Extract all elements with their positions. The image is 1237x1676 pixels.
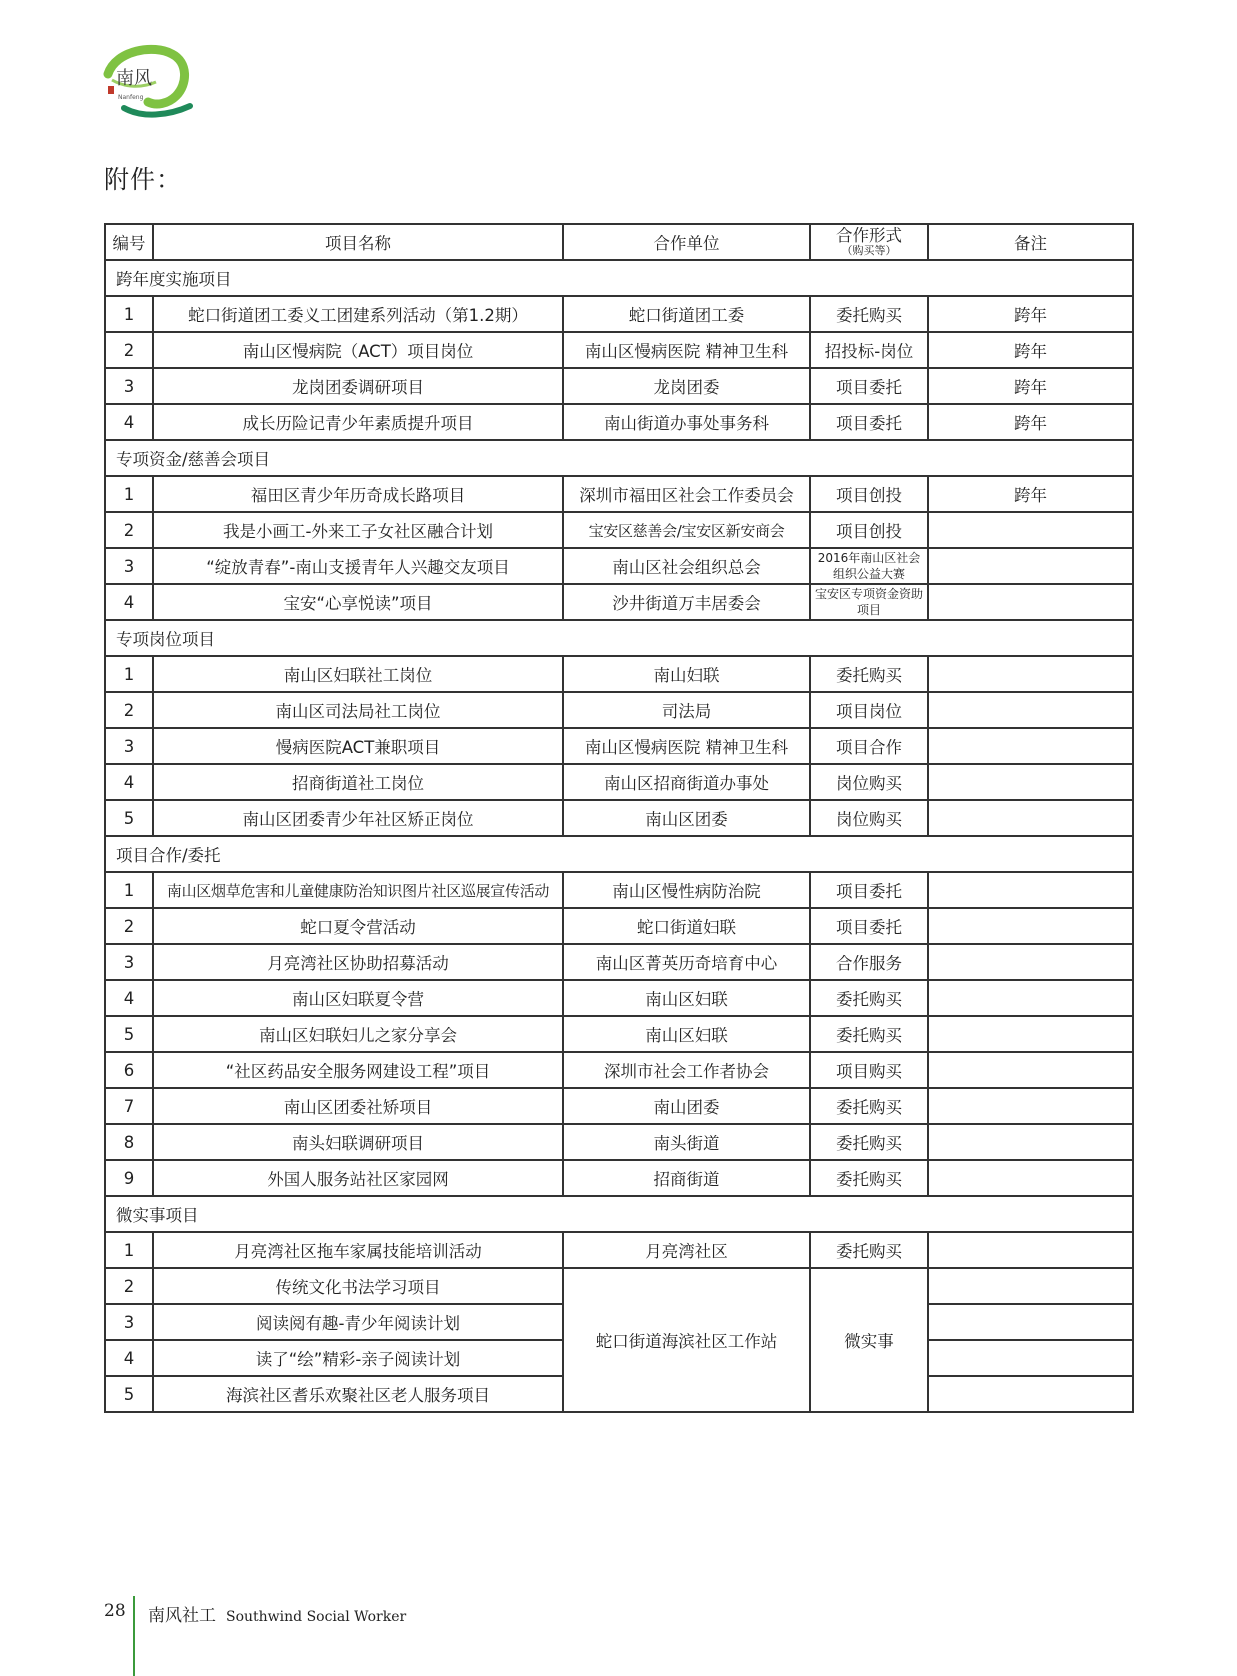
cell-no: 5	[105, 1016, 153, 1052]
cell-no: 8	[105, 1124, 153, 1160]
cell-form: 合作服务	[810, 944, 928, 980]
footer-title-cn: 南风社工	[148, 1606, 216, 1626]
cell-form: 委托购买	[810, 1232, 928, 1268]
cell-name: 月亮湾社区拖车家属技能培训活动	[153, 1232, 563, 1268]
cell-remark	[928, 1088, 1133, 1124]
table-row	[105, 728, 1133, 764]
table-row	[105, 404, 1133, 440]
table-row	[105, 584, 1133, 620]
cell-partner: 司法局	[563, 692, 810, 728]
cell-partner: 南山区菁英历奇培育中心	[563, 944, 810, 980]
cell-remark	[928, 512, 1133, 548]
cell-remark	[928, 1124, 1133, 1160]
cell-name: 南山区烟草危害和儿童健康防治知识图片社区巡展宣传活动	[153, 872, 563, 908]
cell-name: 外国人服务站社区家园网	[153, 1160, 563, 1196]
cell-name: 我是小画工-外来工子女社区融合计划	[153, 512, 563, 548]
page-heading: 附件：	[104, 165, 183, 194]
cell-no: 3	[105, 548, 153, 584]
cell-partner: 南山区慢病医院 精神卫生科	[563, 332, 810, 368]
cell-remark	[928, 692, 1133, 728]
cell-no: 1	[105, 1232, 153, 1268]
table-row	[105, 800, 1133, 836]
section-title: 专项岗位项目	[105, 620, 1133, 656]
cell-remark: 跨年	[928, 476, 1133, 512]
cell-partner: 南头街道	[563, 1124, 810, 1160]
cell-remark	[928, 1016, 1133, 1052]
cell-no: 4	[105, 1340, 153, 1376]
cell-no: 4	[105, 584, 153, 620]
section-row	[105, 440, 1133, 476]
section-title: 项目合作/委托	[105, 836, 1133, 872]
cell-no: 2	[105, 1268, 153, 1304]
cell-form: 项目创投	[810, 512, 928, 548]
footer-title-en: Southwind Social Worker	[226, 1609, 407, 1625]
cell-name: 传统文化书法学习项目	[153, 1268, 563, 1304]
header-no: 编号	[105, 224, 153, 260]
cell-partner: 招商街道	[563, 1160, 810, 1196]
cell-name: 阅读阅有趣-青少年阅读计划	[153, 1304, 563, 1340]
section-title: 专项资金/慈善会项目	[105, 440, 1133, 476]
cell-no: 4	[105, 980, 153, 1016]
cell-no: 9	[105, 1160, 153, 1196]
section-row	[105, 1196, 1133, 1232]
logo-sub: Nanfeng	[118, 94, 144, 101]
table-row	[105, 512, 1133, 548]
table-header-row	[105, 224, 1133, 260]
cell-partner: 宝安区慈善会/宝安区新安商会	[563, 512, 810, 548]
cell-no: 6	[105, 1052, 153, 1088]
section-row	[105, 836, 1133, 872]
cell-partner: 深圳市社会工作者协会	[563, 1052, 810, 1088]
cell-no: 2	[105, 512, 153, 548]
cell-name: 慢病医院ACT兼职项目	[153, 728, 563, 764]
cell-remark	[928, 584, 1133, 620]
table-row	[105, 656, 1133, 692]
cell-remark	[928, 764, 1133, 800]
table-row	[105, 548, 1133, 584]
cell-form: 项目岗位	[810, 692, 928, 728]
cell-partner: 南山区团委	[563, 800, 810, 836]
cell-partner: 龙岗团委	[563, 368, 810, 404]
cell-form: 项目委托	[810, 404, 928, 440]
cell-remark: 跨年	[928, 296, 1133, 332]
cell-name: 读了“绘”精彩-亲子阅读计划	[153, 1340, 563, 1376]
cell-partner: 南山区妇联	[563, 1016, 810, 1052]
section-row	[105, 620, 1133, 656]
cell-form: 宝安区专项资金资助项目	[810, 584, 928, 620]
header-form	[810, 224, 928, 260]
cell-name: 福田区青少年历奇成长路项目	[153, 476, 563, 512]
cell-partner: 南山团委	[563, 1088, 810, 1124]
cell-remark	[928, 908, 1133, 944]
table-row	[105, 1052, 1133, 1088]
table-row	[105, 476, 1133, 512]
section-title: 微实事项目	[105, 1196, 1133, 1232]
cell-partner: 南山区社会组织总会	[563, 548, 810, 584]
cell-remark	[928, 1232, 1133, 1268]
cell-partner: 南山区慢病医院 精神卫生科	[563, 728, 810, 764]
cell-no: 1	[105, 476, 153, 512]
cell-remark	[928, 1052, 1133, 1088]
cell-form: 委托购买	[810, 1160, 928, 1196]
table-row	[105, 296, 1133, 332]
cell-remark	[928, 656, 1133, 692]
cell-remark	[928, 944, 1133, 980]
footer-title	[148, 1601, 406, 1626]
cell-partner: 南山街道办事处事务科	[563, 404, 810, 440]
cell-form: 项目合作	[810, 728, 928, 764]
cell-name: 蛇口夏令营活动	[153, 908, 563, 944]
table-row	[105, 944, 1133, 980]
cell-remark	[928, 1304, 1133, 1340]
cell-remark: 跨年	[928, 368, 1133, 404]
cell-no: 4	[105, 404, 153, 440]
cell-remark	[928, 728, 1133, 764]
cell-form: 项目购买	[810, 1052, 928, 1088]
header-form-sub: （购买等）	[841, 244, 897, 257]
cell-remark	[928, 980, 1133, 1016]
header-form-label: 合作形式	[836, 226, 902, 245]
cell-form: 项目委托	[810, 872, 928, 908]
cell-remark: 跨年	[928, 404, 1133, 440]
cell-remark	[928, 548, 1133, 584]
cell-name: “绽放青春”-南山支援青年人兴趣交友项目	[153, 548, 563, 584]
cell-remark: 跨年	[928, 332, 1133, 368]
cell-form: 项目委托	[810, 908, 928, 944]
cell-no: 2	[105, 692, 153, 728]
cell-name: 南山区妇联妇儿之家分享会	[153, 1016, 563, 1052]
cell-remark	[928, 800, 1133, 836]
page-number: 28	[104, 1601, 126, 1621]
cell-form: 委托购买	[810, 296, 928, 332]
cell-remark	[928, 1340, 1133, 1376]
cell-no: 1	[105, 656, 153, 692]
table-row	[105, 1016, 1133, 1052]
table-row	[105, 332, 1133, 368]
cell-name: 招商街道社工岗位	[153, 764, 563, 800]
cell-no: 2	[105, 332, 153, 368]
cell-no: 3	[105, 368, 153, 404]
table-row	[105, 1124, 1133, 1160]
cell-remark	[928, 872, 1133, 908]
table-row	[105, 368, 1133, 404]
table-row	[105, 1268, 1133, 1304]
cell-remark	[928, 1268, 1133, 1304]
cell-form: 委托购买	[810, 980, 928, 1016]
cell-no: 1	[105, 296, 153, 332]
cell-form-merged: 微实事	[810, 1268, 928, 1412]
section-row	[105, 260, 1133, 296]
cell-partner: 深圳市福田区社会工作委员会	[563, 476, 810, 512]
header-partner: 合作单位	[563, 224, 810, 260]
cell-form: 委托购买	[810, 1088, 928, 1124]
cell-partner: 沙井街道万丰居委会	[563, 584, 810, 620]
cell-form: 岗位购买	[810, 764, 928, 800]
table-row	[105, 1088, 1133, 1124]
cell-no: 7	[105, 1088, 153, 1124]
cell-name: “社区药品安全服务网建设工程”项目	[153, 1052, 563, 1088]
cell-name: 月亮湾社区协助招募活动	[153, 944, 563, 980]
cell-remark	[928, 1160, 1133, 1196]
cell-name: 南山区团委青少年社区矫正岗位	[153, 800, 563, 836]
table-row	[105, 764, 1133, 800]
cell-name: 南山区妇联社工岗位	[153, 656, 563, 692]
table-row	[105, 1232, 1133, 1268]
table-row	[105, 908, 1133, 944]
cell-no: 3	[105, 944, 153, 980]
logo-text: 南风	[116, 68, 152, 89]
header-name: 项目名称	[153, 224, 563, 260]
cell-no: 3	[105, 1304, 153, 1340]
cell-no: 2	[105, 908, 153, 944]
cell-partner: 月亮湾社区	[563, 1232, 810, 1268]
cell-form: 项目创投	[810, 476, 928, 512]
cell-remark	[928, 1376, 1133, 1412]
table-row	[105, 872, 1133, 908]
footer-divider	[133, 1596, 135, 1676]
cell-form: 招投标-岗位	[810, 332, 928, 368]
cell-no: 5	[105, 800, 153, 836]
cell-partner-merged: 蛇口街道海滨社区工作站	[563, 1268, 810, 1412]
cell-name: 成长历险记青少年素质提升项目	[153, 404, 563, 440]
cell-partner: 南山妇联	[563, 656, 810, 692]
cell-no: 5	[105, 1376, 153, 1412]
cell-no: 4	[105, 764, 153, 800]
nanfeng-logo	[102, 44, 194, 118]
cell-form: 委托购买	[810, 1016, 928, 1052]
cell-form: 项目委托	[810, 368, 928, 404]
cell-form: 2016年南山区社会组织公益大赛	[810, 548, 928, 584]
cell-name: 蛇口街道团工委义工团建系列活动（第1.2期）	[153, 296, 563, 332]
cell-name: 南山区司法局社工岗位	[153, 692, 563, 728]
cell-name: 宝安“心享悦读”项目	[153, 584, 563, 620]
cell-name: 龙岗团委调研项目	[153, 368, 563, 404]
table-row	[105, 980, 1133, 1016]
table-row	[105, 692, 1133, 728]
cell-name: 南头妇联调研项目	[153, 1124, 563, 1160]
cell-name: 南山区妇联夏令营	[153, 980, 563, 1016]
project-table	[104, 223, 1134, 1413]
cell-form: 岗位购买	[810, 800, 928, 836]
cell-name: 南山区团委社矫项目	[153, 1088, 563, 1124]
section-title: 跨年度实施项目	[105, 260, 1133, 296]
table-row	[105, 1160, 1133, 1196]
cell-partner: 蛇口街道团工委	[563, 296, 810, 332]
cell-partner: 南山区慢性病防治院	[563, 872, 810, 908]
cell-name: 海滨社区耆乐欢聚社区老人服务项目	[153, 1376, 563, 1412]
cell-partner: 蛇口街道妇联	[563, 908, 810, 944]
cell-form: 委托购买	[810, 656, 928, 692]
cell-no: 3	[105, 728, 153, 764]
cell-partner: 南山区妇联	[563, 980, 810, 1016]
cell-partner: 南山区招商街道办事处	[563, 764, 810, 800]
cell-no: 1	[105, 872, 153, 908]
cell-form: 委托购买	[810, 1124, 928, 1160]
header-remark: 备注	[928, 224, 1133, 260]
cell-name: 南山区慢病院（ACT）项目岗位	[153, 332, 563, 368]
